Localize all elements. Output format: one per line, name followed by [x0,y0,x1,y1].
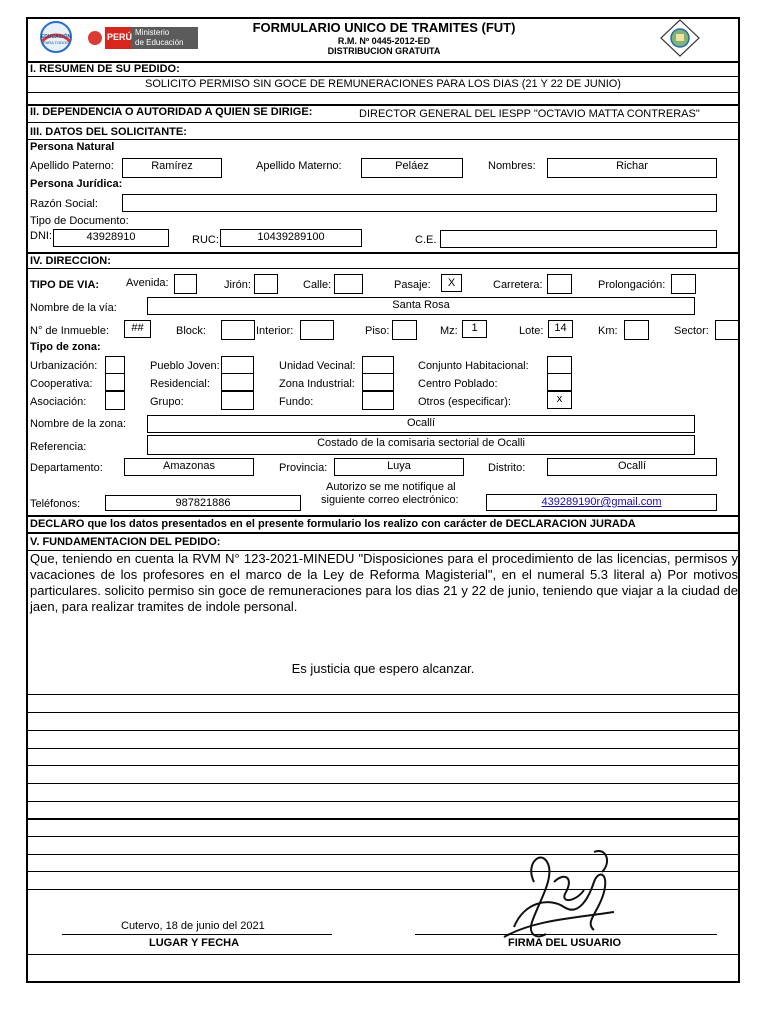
urbanizacion-box[interactable] [105,356,125,374]
writing-line [26,889,740,890]
lote-label: Lote: [519,325,544,337]
email-field[interactable]: 439289190r@gmail.com [486,494,717,511]
dependencia-value[interactable]: DIRECTOR GENERAL DEL IESPP "OCTAVIO MATTA CONTRERAS" [359,108,700,120]
cooperativa-box[interactable] [105,373,125,391]
prolongacion-label: Prolongación: [598,279,666,291]
piso-label: Piso: [365,325,390,337]
carretera-box[interactable] [547,274,572,294]
inmueble-label: N° de Inmueble: [30,325,109,337]
lugar-fecha-label: LUGAR Y FECHA [149,937,240,949]
svg-text:EDUCACIÓN: EDUCACIÓN [40,34,72,40]
asociacion-label: Asociación: [30,396,87,408]
sector-box[interactable] [715,320,740,340]
divider [26,532,740,534]
fundo-label: Fundo: [279,396,314,408]
lote-field[interactable]: 14 [548,320,573,338]
distribution-note: DISTRIBUCION GRATUITA [327,46,441,56]
centro-poblado-label: Centro Poblado: [418,378,498,390]
divider [26,252,740,254]
km-label: Km: [598,325,618,337]
razon-social-label: Razón Social: [30,198,98,210]
rm-number: R.M. Nº 0445-2012-ED [337,36,431,46]
firma-label: FIRMA DEL USUARIO [508,937,622,949]
nombre-zona-field[interactable]: Ocallí [147,415,695,433]
carretera-label: Carretera: [493,279,543,291]
writing-line [26,818,740,820]
autorizo-line1: Autorizo se me notifique al [326,481,456,493]
jiron-box[interactable] [254,274,278,294]
block-box[interactable] [221,320,255,340]
provincia-label: Provincia: [279,462,328,474]
telefonos-label: Teléfonos: [30,498,81,510]
pueblo-joven-label: Pueblo Joven: [150,360,220,372]
distrito-field[interactable]: Ocallí [547,458,717,476]
ce-field[interactable] [440,230,717,248]
apellido-materno-field[interactable]: Peláez [361,158,463,178]
conjunto-label: Conjunto Habitacional: [418,360,529,372]
writing-line [26,836,740,837]
block-label: Block: [176,325,206,337]
referencia-label: Referencia: [30,441,87,453]
divider [26,515,740,517]
grupo-label: Grupo: [150,396,184,408]
zona-industrial-label: Zona Industrial: [279,378,355,390]
residencial-box[interactable] [221,373,254,391]
referencia-field[interactable]: Costado de la comisaria sectorial de Ocalli [147,435,695,455]
calle-box[interactable] [334,274,363,294]
autorizo-line2: siguiente correo electrónico: [321,494,459,506]
persona-juridica-label: Persona Jurídica: [30,178,123,190]
lugar-fecha-value: Cutervo, 18 de junio del 2021 [121,920,265,932]
writing-line [26,748,740,749]
prolongacion-box[interactable] [671,274,696,294]
piso-box[interactable] [392,320,417,340]
departamento-label: Departamento: [30,462,103,474]
writing-line [26,765,740,766]
resumen-value[interactable]: SOLICITO PERMISO SIN GOCE DE REMUNERACIONES PARA LOS DIAS (21 Y 22 DE JUNIO) [145,78,621,90]
section-2-heading: II. DEPENDENCIA O AUTORIDAD A QUIEN SE DIRIGE: [30,106,313,118]
form-title: FORMULARIO UNICO DE TRAMITES (FUT) [252,20,516,35]
urbanizacion-label: Urbanización: [30,360,98,372]
tipo-zona-label: Tipo de zona: [30,341,101,353]
writing-line [26,694,740,695]
nombres-field[interactable]: Richar [547,158,717,178]
pasaje-box[interactable]: X [441,274,462,292]
departamento-field[interactable]: Amazonas [124,458,254,476]
km-box[interactable] [624,320,649,340]
cooperativa-label: Cooperativa: [30,378,93,390]
ce-label: C.E. [415,234,437,246]
declaracion-jurada: DECLARO que los datos presentados en el presente formulario los realizo con carácter de DECLARACION JURADA [30,518,636,530]
writing-line [26,854,740,855]
section-5-heading: V. FUNDAMENTACION DEL PEDIDO: [30,536,221,548]
peru-label: PERÚ [107,32,133,42]
otros-label: Otros (especificar): [418,396,511,408]
otros-box[interactable]: x [547,391,572,409]
calle-label: Calle: [303,279,332,291]
divider [26,92,740,93]
apellido-materno-label: Apellido Materno: [256,160,342,172]
writing-line [26,871,740,872]
divider [26,954,740,955]
zona-industrial-box[interactable] [362,373,394,391]
mz-label: Mz: [440,325,458,337]
centro-poblado-box[interactable] [547,373,572,391]
closing-text: Es justicia que espero alcanzar. [291,661,475,676]
persona-natural-label: Persona Natural [30,141,115,153]
ruc-label: RUC: [192,234,219,246]
tipo-via-label: TIPO DE VIA: [30,279,100,291]
distrito-label: Distrito: [488,462,526,474]
conjunto-box[interactable] [547,356,572,374]
interior-box[interactable] [300,320,334,340]
razon-social-field[interactable] [122,194,717,212]
svg-text:PARA TODOS: PARA TODOS [43,40,69,45]
divider [26,268,740,269]
pasaje-label: Pasaje: [394,279,431,291]
nombre-zona-label: Nombre de la zona: [30,418,126,430]
residencial-label: Residencial: [150,378,210,390]
grupo-box[interactable] [221,391,254,410]
firma-line [415,934,717,935]
section-3-heading: III. DATOS DEL SOLICITANTE: [30,126,187,138]
lugar-fecha-line [62,934,332,935]
asociacion-box[interactable] [105,391,125,410]
tipo-documento-label: Tipo de Documento: [30,215,129,227]
pueblo-joven-box[interactable] [221,356,254,374]
avenida-label: Avenida: [126,277,169,289]
writing-line [26,801,740,802]
inmueble-field[interactable]: ## [124,320,151,338]
ministerio-line2: de Educación [135,38,184,47]
dni-field[interactable]: 43928910 [53,229,169,247]
nombre-via-field[interactable]: Santa Rosa [147,297,695,315]
jiron-label: Jirón: [224,279,251,291]
user-signature [494,842,624,952]
writing-line [26,712,740,713]
writing-line [26,730,740,731]
nombre-via-label: Nombre de la vía: [30,302,117,314]
apellido-paterno-field[interactable]: Ramírez [122,158,222,178]
nombres-label: Nombres: [488,160,536,172]
provincia-field[interactable]: Luya [334,458,464,476]
dni-label: DNI: [30,230,52,242]
section-4-heading: IV. DIRECCION: [30,255,111,267]
ruc-field[interactable]: 10439289100 [220,229,362,247]
divider [26,122,740,123]
telefono-field[interactable]: 987821886 [105,495,301,511]
education-logo [32,21,80,53]
institution-seal [660,19,700,57]
ministerio-line1: Ministerio [135,28,170,37]
writing-line [26,783,740,784]
sector-label: Sector: [674,325,709,337]
unidad-vecinal-label: Unidad Vecinal: [279,360,356,372]
mz-field[interactable]: 1 [462,320,487,338]
interior-label: Interior: [256,325,294,337]
divider [26,76,740,77]
unidad-vecinal-box[interactable] [362,356,394,374]
fundo-box[interactable] [362,391,394,410]
divider [26,139,740,140]
avenida-box[interactable] [174,274,197,294]
apellido-paterno-label: Apellido Paterno: [30,160,114,172]
section-1-heading: I. RESUMEN DE SU PEDIDO: [30,63,180,75]
fundamentacion-text[interactable]: Que, teniendo en cuenta la RVM N° 123-2021-MINEDU "Disposiciones para el procedimiento de las licencias, permisos y vacaciones de los profesores en el marco de la Ley de Reforma Magisterial", en el numeral 5.3 literal a) Por motivos particulares. solicito permiso sin goce de remuneraciones para los dias 21 y 22 de junio, teniendo que viajar a la ciudad de jaen, para realizar tramites de indole personal. [30,551,738,614]
